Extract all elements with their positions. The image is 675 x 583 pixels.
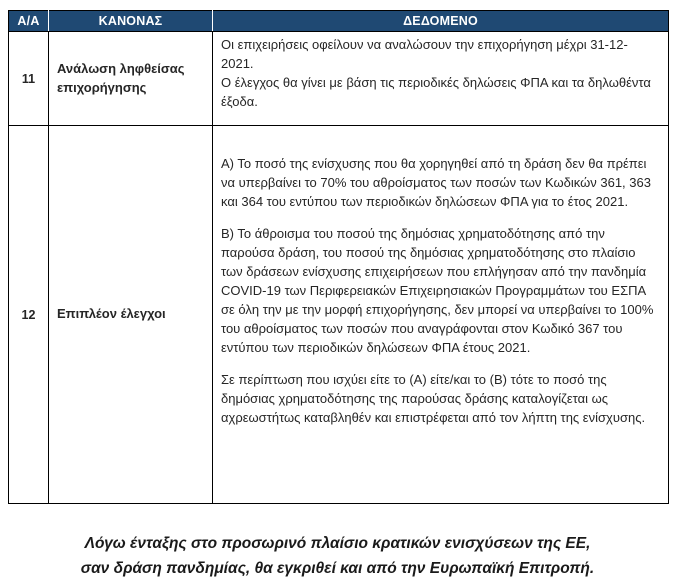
row-12-rule-label: Επιπλέον έλεγχοι (49, 126, 213, 504)
table-row-12 (9, 126, 669, 504)
table-row-11 (9, 32, 669, 126)
footer-note-line-2: σαν δράση πανδημίας, θα εγκριθεί και από την Ευρωπαϊκή Επιτροπή. (80, 560, 595, 577)
rules-table (8, 10, 669, 504)
row-12-paragraph-a: Α) Το ποσό της ενίσχυσης που θα χορηγηθεί από τη δράση δεν θα πρέπει να υπερβαίνει το 70% του αθροίσματος των ποσών των Κωδικών 361, 363 και 364 του εντύπου των περιοδικών δηλώσεων ΦΠΑ για το έτος 2021. (221, 156, 651, 209)
header-cell-dedomeno: ΔΕΔΟΜΕΝΟ (213, 11, 669, 32)
row-12-number: 12 (9, 126, 49, 504)
row-11-data-cell (213, 32, 669, 126)
table-header (9, 11, 669, 32)
row-11-paragraph-1: Οι επιχειρήσεις οφείλουν να αναλώσουν την επιχορήγηση μέχρι 31-12-2021. (221, 37, 628, 71)
row-12-data-cell (213, 126, 669, 504)
row-12-paragraph-b: Β) Το άθροισμα του ποσού της δημόσιας χρηματοδότησης από την παρούσα δράση, του ποσού της δημόσιας χρηματοδότησης στο πλαίσιο των δράσεων ενίσχυσης επιχειρήσεων που επλήγησαν από την πανδημία COVID-19 των Περιφερειακών Επιχειρησιακών Προγραμμάτων του ΕΣΠΑ σε όλη την με την μορφή επιχορήγησης, δεν μπορεί να υπερβαίνει το 100% του αθροίσματος των ποσών που αναγράφονται στον Κωδικό 367 του εντύπου των περιοδικών δηλώσεων ΦΠΑ έτους 2021. (221, 226, 654, 355)
row-11-number: 11 (9, 32, 49, 126)
row-11-rule-label: Ανάλωση ληφθείσας επιχορήγησης (49, 32, 213, 126)
footer-note-line-1: Λόγω ένταξης στο προσωρινό πλαίσιο κρατικών ενισχύσεων της ΕΕ, (84, 535, 591, 552)
row-11-paragraph-2: Ο έλεγχος θα γίνει με βάση τις περιοδικές δηλώσεις ΦΠΑ και τα δηλωθέντα έξοδα. (221, 75, 651, 109)
footer-note (0, 531, 675, 581)
header-row (9, 11, 669, 32)
header-cell-aa: Α/Α (9, 11, 49, 32)
row-12-paragraph-c: Σε περίπτωση που ισχύει είτε το (Α) είτε/και το (Β) τότε το ποσό της δημόσιας χρηματοδότησης της παρούσας δράσης καταλογίζεται ως αχρεωστήτως καταβληθέν και επιστρέφεται από τον λήπτη της ενίσχυσης. (221, 372, 646, 425)
header-cell-kanonas: ΚΑΝΟΝΑΣ (49, 11, 213, 32)
